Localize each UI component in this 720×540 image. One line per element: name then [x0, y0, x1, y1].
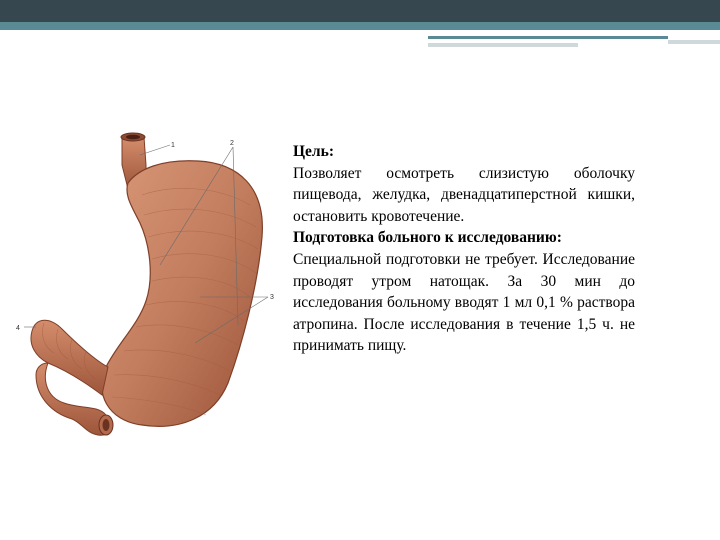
prep-text: Специальной подготовки не требует. Исследование проводят утром натощак. За 30 мин до исследования больному вводят 1 мл 0,1 % раствора атропина. После исследования в течение 1,5 ч. не принимать пищу.: [293, 250, 635, 355]
slide-text-block: [293, 141, 635, 357]
goal-text: Позволяет осмотреть слизистую оболочку пищевода, желудка, двенадцатиперстной кишки, остановить кровотечение.: [293, 164, 635, 225]
slide-top-accent-bar: [0, 22, 720, 30]
goal-heading: Цель:: [293, 143, 334, 160]
figure-label-1: 1: [171, 142, 175, 149]
figure-label-4: 4: [16, 325, 20, 332]
slide-top-bar: [0, 0, 720, 22]
figure-label-3: 3: [270, 294, 274, 301]
decorative-line: [428, 36, 668, 39]
figure-label-2: 2: [230, 140, 234, 147]
stomach-illustration: [10, 125, 285, 455]
decorative-line: [668, 40, 720, 44]
decorative-line: [428, 43, 578, 47]
stomach-body-shape: [102, 161, 263, 427]
prep-heading: Подготовка больного к исследованию:: [293, 229, 562, 247]
